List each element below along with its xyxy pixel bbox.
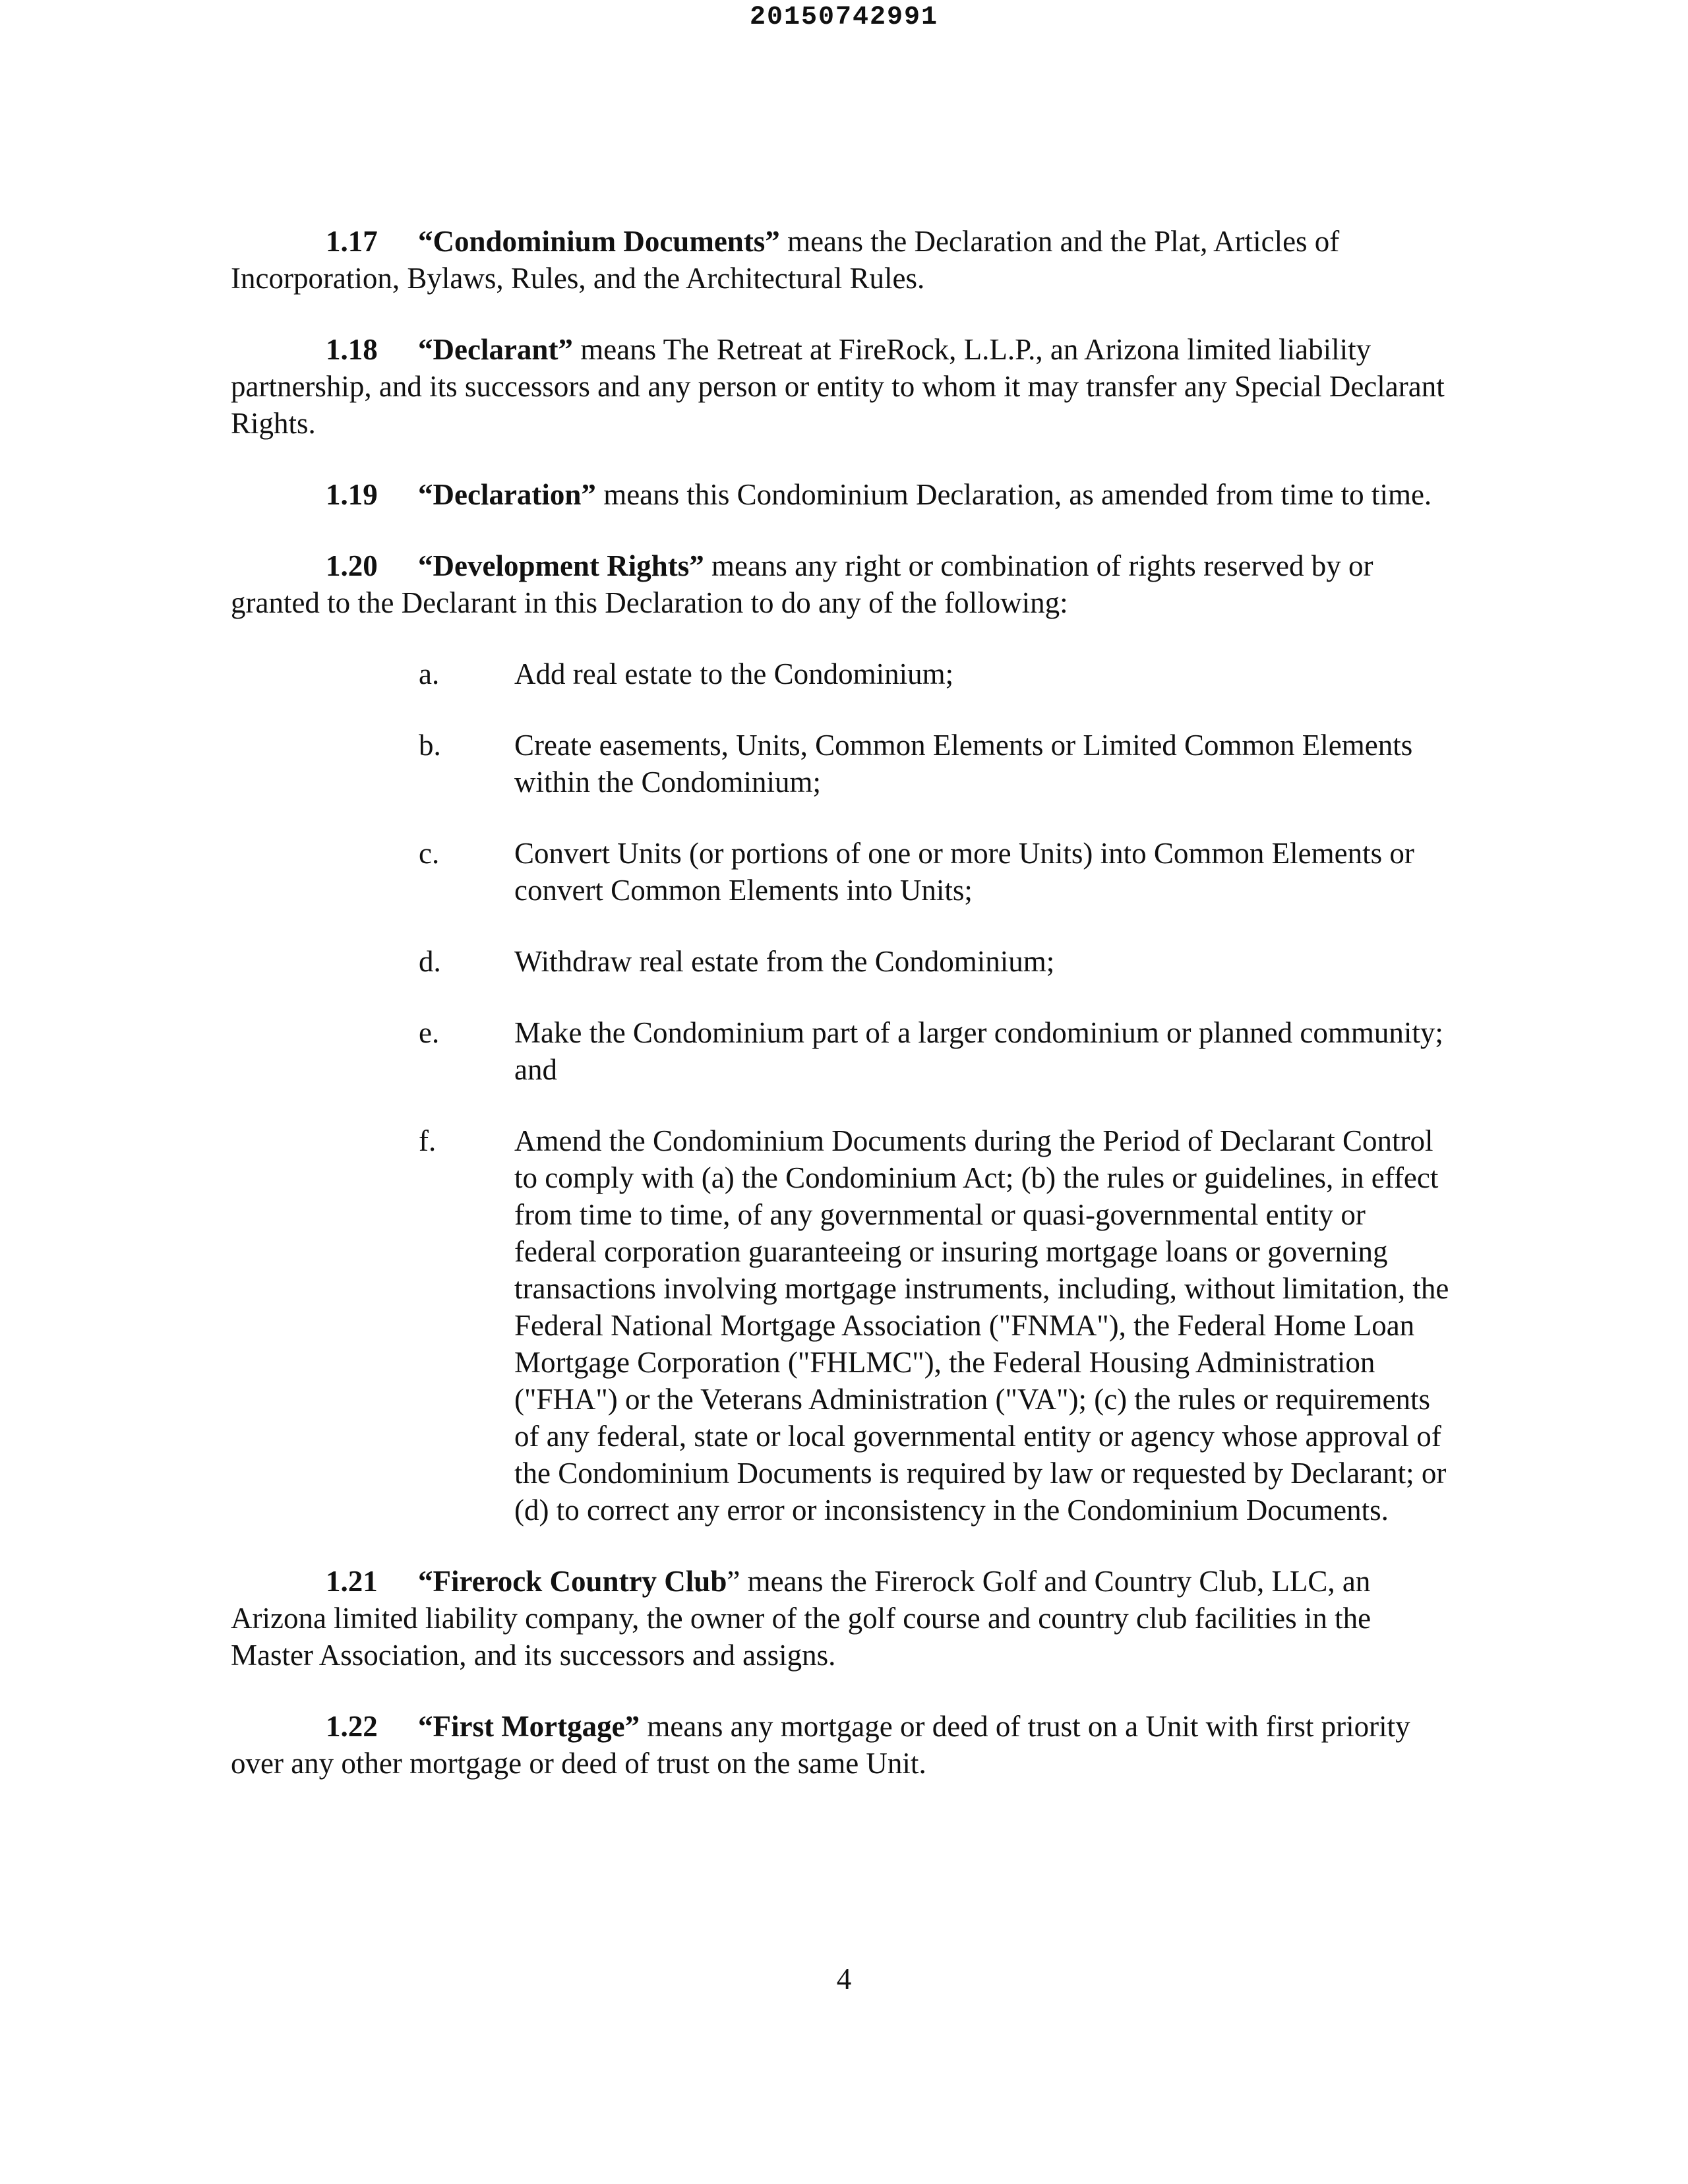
list-item-label: c. <box>419 837 440 870</box>
list-item-label: d. <box>419 945 441 978</box>
list-item-text: Create easements, Units, Common Elements or Limited Common Elements within the Condominium; <box>514 729 1413 799</box>
defined-term: “First Mortgage” <box>418 1710 640 1743</box>
defined-term: “Declaration” <box>418 478 596 511</box>
list-item <box>231 1014 1457 1088</box>
list-item-text: Amend the Condominium Documents during the Period of Declarant Control to comply with (a) the Condominium Act; (b) the rules or guidelines, in effect from time to time, of any governmental or quasi-governmental entity or federal corporation guaranteeing or insuring mortgage loans or governing transactions involving mortgage instruments, including, without limitation, the Federal National Mortgage Association ("FNMA"), the Federal Home Loan Mortgage Corporation ("FHLMC"), the Federal Housing Administration ("FHA") or the Veterans Administration ("VA"); (c) the rules or requirements of any federal, state or local governmental entity or agency whose approval of the Condominium Documents is required by law or requested by Declarant; or (d) to correct any error or inconsistency in the Condominium Documents. <box>514 1124 1449 1527</box>
list-item-text: Withdraw real estate from the Condominium; <box>514 945 1055 978</box>
document-body <box>231 223 1457 1816</box>
list-item-text: Add real estate to the Condominium; <box>514 657 954 690</box>
section-number: 1.17 <box>326 225 378 258</box>
section-1-21 <box>231 1563 1457 1674</box>
section-number: 1.20 <box>326 549 378 582</box>
definition-text: ” means the Firerock Golf and Country Club, LLC, an Arizona limited liability company, the owner of the golf course and country club facilities in the Master Association, and its successors and assigns. <box>231 1565 1372 1672</box>
section-number: 1.21 <box>326 1565 378 1598</box>
section-number: 1.19 <box>326 478 378 511</box>
list-item-label: f. <box>419 1124 437 1157</box>
definition-text: means the Declaration and the Plat, Articles of Incorporation, Bylaws, Rules, and the Architectural Rules. <box>231 225 1340 295</box>
definition-text: means The Retreat at FireRock, L.L.P., an Arizona limited liability partnership, and its successors and any person or entity to whom it may transfer any Special Declarant Rights. <box>231 333 1445 440</box>
defined-term: “Firerock Country Club <box>418 1565 727 1598</box>
list-item <box>231 655 1457 692</box>
section-1-17 <box>231 223 1457 297</box>
development-rights-list <box>231 655 1457 1529</box>
list-item <box>231 835 1457 909</box>
defined-term: “Declarant” <box>418 333 573 366</box>
section-1-18 <box>231 331 1457 442</box>
section-number: 1.18 <box>326 333 378 366</box>
list-item <box>231 727 1457 801</box>
list-item-text: Convert Units (or portions of one or more Units) into Common Elements or convert Common Elements into Units; <box>514 837 1414 907</box>
list-item-label: b. <box>419 729 441 762</box>
list-item-text: Make the Condominium part of a larger condominium or planned community; and <box>514 1016 1443 1086</box>
list-item <box>231 1122 1457 1529</box>
section-number: 1.22 <box>326 1710 378 1743</box>
defined-term: “Condominium Documents” <box>418 225 780 258</box>
list-item-label: a. <box>419 657 440 690</box>
list-item-label: e. <box>419 1016 440 1049</box>
defined-term: “Development Rights” <box>418 549 704 582</box>
definition-text: means this Condominium Declaration, as amended from time to time. <box>595 478 1432 511</box>
document-number: 20150742991 <box>749 3 939 32</box>
list-item <box>231 943 1457 980</box>
definition-text: means any right or combination of rights reserved by or granted to the Declarant in this Declaration to do any of the following: <box>231 549 1373 619</box>
page-number: 4 <box>836 1962 852 1995</box>
definition-text: means any mortgage or deed of trust on a Unit with first priority over any other mortgage or deed of trust on the same Unit. <box>231 1710 1410 1780</box>
section-1-19 <box>231 476 1457 513</box>
section-1-22 <box>231 1708 1457 1782</box>
section-1-20 <box>231 547 1457 621</box>
